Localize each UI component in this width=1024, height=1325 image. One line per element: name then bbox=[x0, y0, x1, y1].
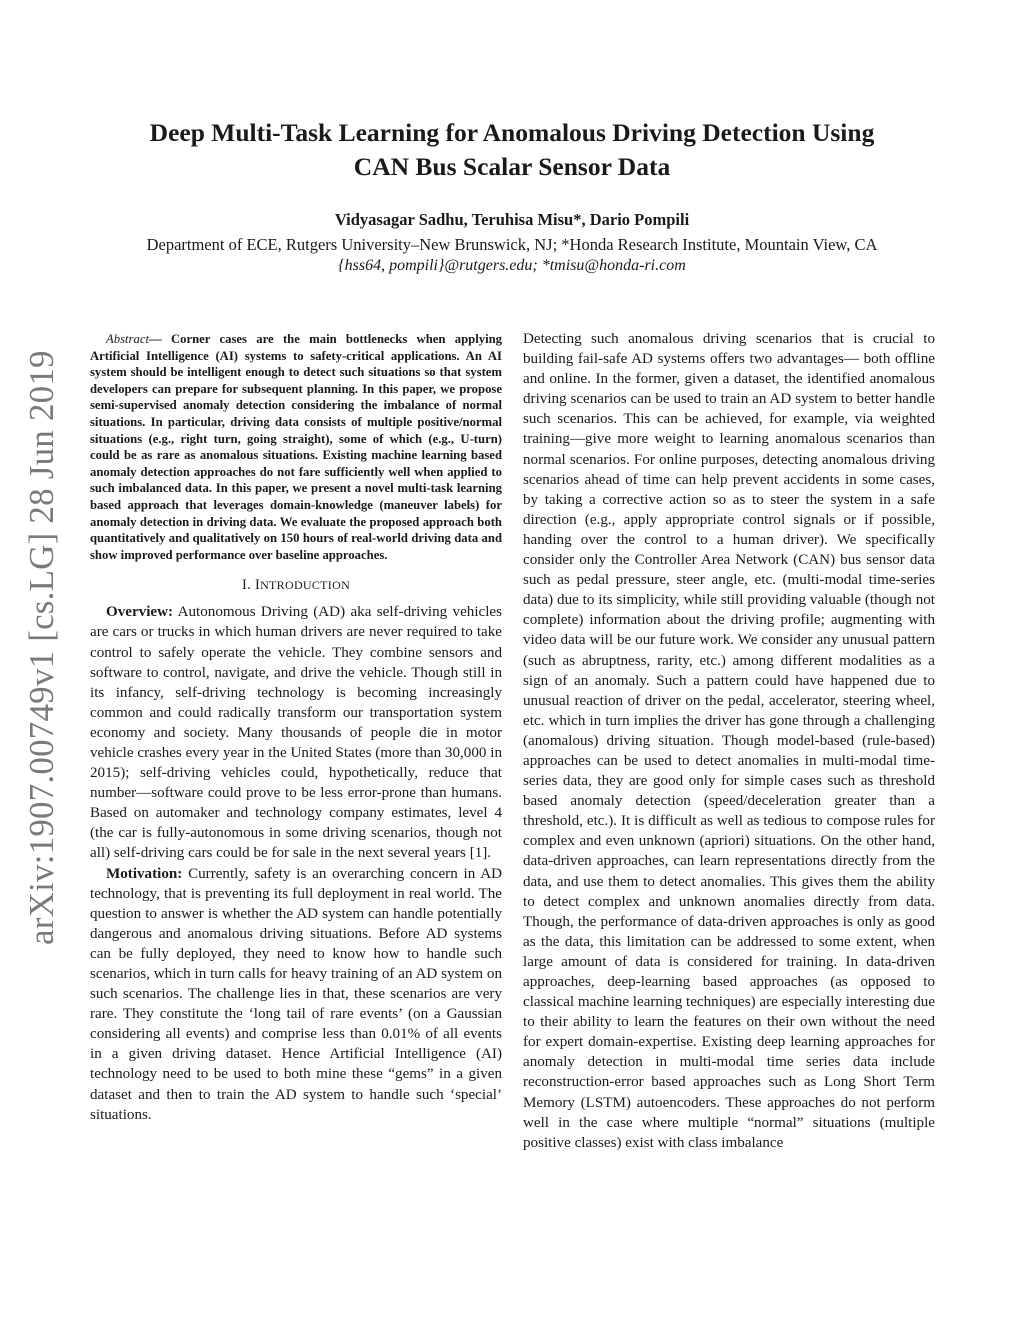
overview-label: Overview: bbox=[106, 604, 174, 621]
section-number: I. bbox=[241, 577, 251, 594]
section-title-rest: NTRODUCTION bbox=[260, 578, 351, 593]
arxiv-identifier-stamp: arXiv:1907.00749v1 [cs.LG] 28 Jun 2019 bbox=[22, 350, 61, 945]
affiliation-line: Department of ECE, Rutgers University–New Brunswick, NJ; *Honda Research Institute, Mountain View, CA bbox=[146, 235, 878, 254]
right-column bbox=[523, 329, 935, 1153]
abstract-paragraph bbox=[90, 331, 502, 563]
title-line-2: CAN Bus Scalar Sensor Data bbox=[353, 152, 671, 181]
section-title-initial: I bbox=[254, 577, 261, 594]
overview-body: Autonomous Driving (AD) aka self-driving vehicles are cars or trucks in which human drivers are never required to take control to safely operate the vehicle. They combine sensors and software to control, navigate, and drive the vehicle. Though still in its infancy, self-driving technology is becoming increasingly common and could radically transform our transportation system economy and society. Many thousands of people die in motor vehicle crashes every year in the United States (more than 30,000 in 2015); self-driving vehicles could, hypothetically, reduce that number—software could prove to be less error-prone than humans. Based on automaker and technology company estimates, level 4 (the car is fully-autonomous in some driving scenarios, though not all) self-driving cars could be for sale in the next several years [1]. bbox=[90, 604, 502, 862]
motivation-label: Motivation: bbox=[106, 865, 183, 882]
paper-title bbox=[80, 116, 944, 184]
section-heading-introduction bbox=[90, 577, 502, 594]
abstract-label: Abstract bbox=[106, 332, 149, 346]
abstract-body: — Corner cases are the main bottlenecks when applying Artificial Intelligence (AI) systems to safety-critical applications. An AI system should be intelligent enough to detect such situations so that system developers can prepare for subsequent planning. In this paper, we propose semi-supervised anomaly detection considering the imbalance of normal situations. In particular, driving data consists of multiple positive/normal situations (e.g., right turn, going straight), some of which (e.g., U-turn) could be as rare as anomalous situations. Existing machine learning based anomaly detection approaches do not fare sufficiently well when applied to such imbalanced data. In this paper, we present a novel multi-task learning based approach that leverages domain-knowledge (maneuver labels) for anomaly detection in driving data. We evaluate the proposed approach both quantitatively and qualitatively on 150 hours of real-world driving data and show improved performance over baseline approaches. bbox=[90, 332, 502, 562]
author-list: Vidyasagar Sadhu, Teruhisa Misu*, Dario Pompili bbox=[334, 210, 690, 229]
overview-paragraph bbox=[90, 602, 502, 863]
motivation-body: Currently, safety is an overarching concern in AD technology, that is preventing its full deployment in real world. The question to answer is whether the AD system can handle potentially dangerous and anomalous driving situations. Before AD systems can be fully deployed, they need to know how to handle such scenarios, which in turn calls for heavy training of an AD system on such scenarios. The challenge lies in that, these scenarios are very rare. They constitute the ‘long tail of rare events’ (on a Gaussian considering all events) and comprise less than 0.01% of all events in a given driving dataset. Hence Artificial Intelligence (AI) technology need to be used to both mine these “gems” in a given dataset and then to train the AD system to handle such ‘special’ situations. bbox=[90, 865, 502, 1123]
contact-emails: {hss64, pompili}@rutgers.edu; *tmisu@honda-ri.com bbox=[338, 257, 686, 274]
left-column bbox=[90, 331, 502, 1125]
motivation-paragraph bbox=[90, 864, 502, 1125]
title-line-1: Deep Multi-Task Learning for Anomalous Driving Detection Using bbox=[149, 118, 875, 147]
detection-paragraph: Detecting such anomalous driving scenarios that is crucial to building fail-safe AD systems offers two advantages— both offline and online. In the former, given a dataset, the identified anomalous driving scenarios can be used to train an AD system to better handle such scenarios. This can be achieved, for example, via weighted training—give more weight to learning anomalous scenarios than normal scenarios. For online purposes, detecting anomalous driving scenarios ahead of time can help prevent accidents in some cases, by taking a corrective action so as to steer the system in a safe direction (e.g., apply appropriate control signals or if possible, handing over the control to a human driver). We specifically consider only the Controller Area Network (CAN) bus sensor data such as pedal pressure, steer angle, etc. (multi-modal time-series data) due to its simplicity, while still providing valuable (though not complete) information about the driving profile; augmenting with video data will be our future work. We consider any unusual pattern (such as abruptness, rarity, etc.) among different modalities as a sign of an anomaly. Such a pattern could have happened due to unusual reaction of driver on the pedal, accelerator, steering wheel, etc. which in turn implies the driver has gone through a challenging (anomalous) driving situation. Though model-based (rule-based) approaches can be used to detect anomalies in multi-modal time-series data, they are good only for simple cases such as threshold based anomaly detection (speed/deceleration greater than a threshold, etc.). It is difficult as well as tedious to compose rules for complex and even unknown (apriori) situations. On the other hand, data-driven approaches, can learn representations directly from the data, and use them to detect anomalies. This gives them the ability to detect complex and unknown anomalies directly from data. Though, the performance of data-driven approaches is only as good as the data, this limitation can be addressed to some extent, when large amount of data is considered for training. In data-driven approaches, deep-learning based approaches (as opposed to classical machine learning techniques) are especially interesting due to their ability to learn the features on their own without the need for expert domain-expertise. Existing deep learning approaches for anomaly detection in multi-modal time series data include reconstruction-error based approaches such as Long Short Term Memory (LSTM) autoencoders. These approaches do not perform well in the case where multiple “normal” situations (multiple positive classes) exist with class imbalance bbox=[523, 331, 935, 1151]
